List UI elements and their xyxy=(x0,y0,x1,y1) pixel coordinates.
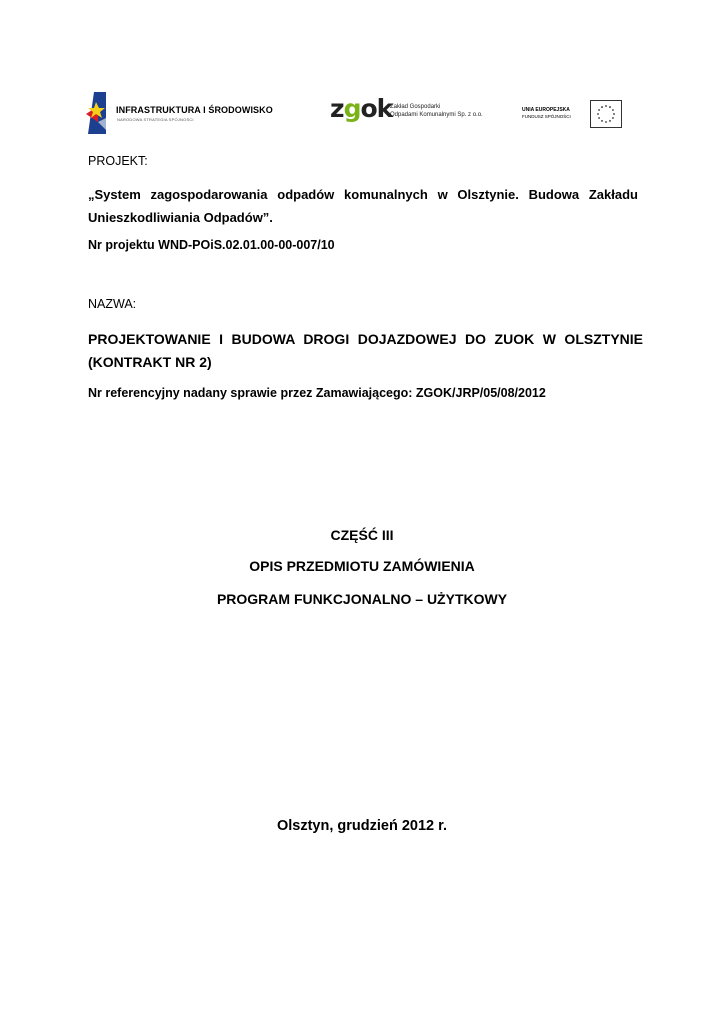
eu-star-icon xyxy=(597,113,599,115)
eu-logo xyxy=(518,99,622,129)
infrastruktura-logo xyxy=(84,92,284,134)
eu-flag-icon xyxy=(590,100,622,128)
eu-star-icon xyxy=(609,120,611,122)
eu-star-icon xyxy=(609,106,611,108)
eu-star-icon xyxy=(601,106,603,108)
infrastruktura-name: INFRASTRUKTURA I ŚRODOWISKO xyxy=(116,105,273,115)
zgok-logo xyxy=(330,96,500,128)
infrastruktura-tagline: NARODOWA STRATEGIA SPÓJNOŚCI xyxy=(117,117,194,122)
eu-star-icon xyxy=(612,117,614,119)
part-number: CZĘŚĆ III xyxy=(330,527,394,543)
place-date: Olsztyn, grudzień 2012 r. xyxy=(276,818,448,834)
name-label: NAZWA: xyxy=(88,297,137,311)
project-label: PROJEKT: xyxy=(88,154,148,168)
eu-star-icon xyxy=(605,105,607,107)
eu-star-icon xyxy=(598,109,600,111)
eu-star-icon xyxy=(601,120,603,122)
part-subtitle: PROGRAM FUNKCJONALNO – UŻYTKOWY xyxy=(216,591,508,607)
eu-fund-name: FUNDUSZ SPÓJNOŚCI xyxy=(522,114,571,119)
reference-number: Nr referencyjny nadany sprawie przez Zamawiającego: ZGOK/JRP/05/08/2012 xyxy=(88,386,546,400)
eu-star-icon xyxy=(612,109,614,111)
contract-title: PROJEKTOWANIE I BUDOWA DROGI DOJAZDOWEJ DO ZUOK W OLSZTYNIE (KONTRAKT NR 2) xyxy=(88,331,643,370)
eu-star-icon xyxy=(605,121,607,123)
zgok-name-line2: Odpadami Komunalnymi Sp. z o.o. xyxy=(390,112,483,118)
eu-star-icon xyxy=(598,117,600,119)
zgok-name-line1: Zakład Gospodarki xyxy=(390,104,441,110)
zgok-wordmark: zgok xyxy=(330,94,393,123)
project-title: „System zagospodarowania odpadów komunalnych w Olsztynie. Budowa Zakładu Unieszkodliwiania Odpadów”. xyxy=(88,187,638,225)
eu-name: UNIA EUROPEJSKA xyxy=(522,107,570,113)
infrastruktura-emblem-icon xyxy=(84,92,112,134)
part-title: OPIS PRZEDMIOTU ZAMÓWIENIA xyxy=(249,558,475,574)
project-number: Nr projektu WND-POiS.02.01.00-00-007/10 xyxy=(88,238,335,252)
eu-star-icon xyxy=(613,113,615,115)
